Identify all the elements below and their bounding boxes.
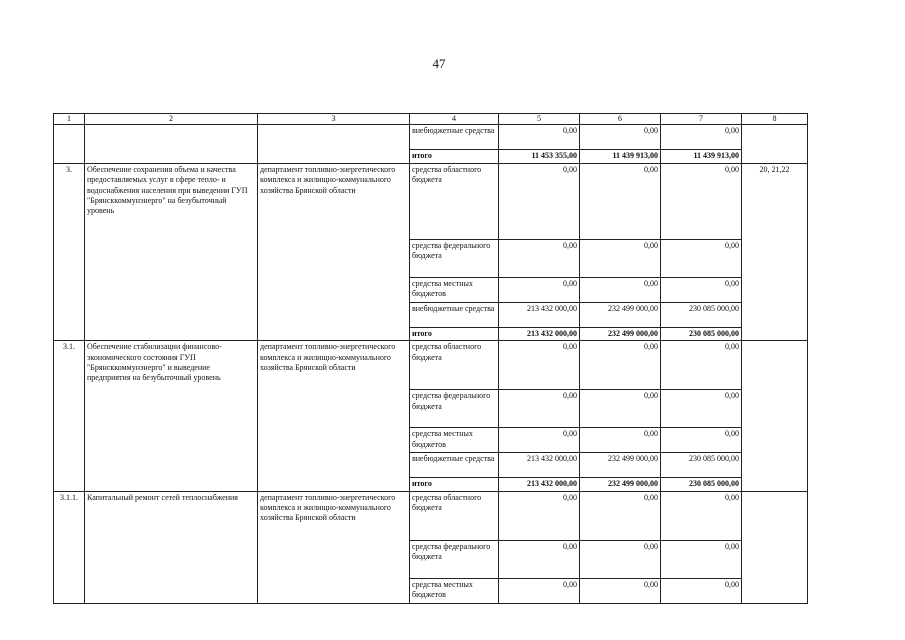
- value-cell: 0,00: [499, 428, 580, 453]
- value-cell: 0,00: [499, 163, 580, 239]
- value-cell: 0,00: [580, 390, 661, 428]
- value-cell: 230 085 000,00: [661, 453, 742, 478]
- value-cell: 0,00: [580, 578, 661, 603]
- value-cell: 0,00: [580, 428, 661, 453]
- cell-empty: [54, 125, 85, 163]
- executor: департамент топливно-энергетического комплекса и жилищно-коммунального хозяйства Брянской области: [258, 341, 410, 491]
- total-value: 230 085 000,00: [661, 327, 742, 340]
- row-number: 3.: [54, 163, 85, 340]
- header-row: [54, 114, 808, 125]
- total-value: 230 085 000,00: [661, 478, 742, 491]
- value-cell: 0,00: [580, 277, 661, 302]
- funding-source: средства федерального бюджета: [410, 239, 499, 277]
- funding-source: средства местных бюджетов: [410, 277, 499, 302]
- value-cell: 0,00: [661, 428, 742, 453]
- value-cell: 0,00: [580, 341, 661, 390]
- total-value: 232 499 000,00: [580, 478, 661, 491]
- total-value: 213 432 000,00: [499, 327, 580, 340]
- funding-source: итого: [410, 478, 499, 491]
- value-cell: 0,00: [661, 578, 742, 603]
- cell-empty: [258, 125, 410, 163]
- value-cell: 0,00: [661, 540, 742, 578]
- value-cell: 0,00: [661, 125, 742, 150]
- total-value: 11 439 913,00: [580, 150, 661, 163]
- header-col-2: 2: [85, 114, 258, 125]
- budget-table: [53, 113, 808, 604]
- total-value: 213 432 000,00: [499, 478, 580, 491]
- executor: департамент топливно-энергетического комплекса и жилищно-коммунального хозяйства Брянской области: [258, 491, 410, 603]
- value-cell: 0,00: [499, 540, 580, 578]
- value-cell: 0,00: [661, 390, 742, 428]
- header-col-5: 5: [499, 114, 580, 125]
- row-number: 3.1.: [54, 341, 85, 491]
- funding-source: итого: [410, 327, 499, 340]
- value-cell: 0,00: [499, 125, 580, 150]
- value-cell: 0,00: [661, 341, 742, 390]
- funding-source: средства областного бюджета: [410, 341, 499, 390]
- table-row: [54, 163, 808, 239]
- value-cell: 232 499 000,00: [580, 302, 661, 327]
- value-cell: 0,00: [661, 491, 742, 540]
- header-col-4: 4: [410, 114, 499, 125]
- value-cell: 232 499 000,00: [580, 453, 661, 478]
- value-cell: 0,00: [499, 578, 580, 603]
- indicator-numbers: 20, 21,22: [742, 163, 808, 340]
- value-cell: 0,00: [499, 341, 580, 390]
- funding-source: средства федерального бюджета: [410, 390, 499, 428]
- table-row: [54, 125, 808, 150]
- executor: департамент топливно-энергетического комплекса и жилищно-коммунального хозяйства Брянской области: [258, 163, 410, 340]
- header-col-8: 8: [742, 114, 808, 125]
- cell-empty: [742, 125, 808, 163]
- value-cell: 230 085 000,00: [661, 302, 742, 327]
- table-row: [54, 491, 808, 540]
- cell-empty: [742, 491, 808, 603]
- value-cell: 213 432 000,00: [499, 302, 580, 327]
- funding-source: средства областного бюджета: [410, 491, 499, 540]
- measure-name: Обеспечение стабилизации финансово-экономического состояния ГУП "Брянсккоммунэнерго" и выведение предприятия на безубыточный уровень: [85, 341, 258, 491]
- value-cell: 0,00: [499, 491, 580, 540]
- funding-source: внебюджетные средства: [410, 125, 499, 150]
- value-cell: 0,00: [661, 163, 742, 239]
- table-row: [54, 341, 808, 390]
- row-number: 3.1.1.: [54, 491, 85, 603]
- value-cell: 213 432 000,00: [499, 453, 580, 478]
- total-value: 232 499 000,00: [580, 327, 661, 340]
- funding-source: средства местных бюджетов: [410, 578, 499, 603]
- total-value: 11 439 913,00: [661, 150, 742, 163]
- cell-empty: [85, 125, 258, 163]
- measure-name: Обеспечение сохранения объема и качества предоставляемых услуг в сфере тепло- и водоснабжения населения при выведении ГУП "Брянсккоммунэнерго" на безубыточный уровень: [85, 163, 258, 340]
- funding-source: внебюджетные средства: [410, 453, 499, 478]
- value-cell: 0,00: [499, 390, 580, 428]
- value-cell: 0,00: [580, 125, 661, 150]
- value-cell: 0,00: [661, 239, 742, 277]
- value-cell: 0,00: [580, 540, 661, 578]
- funding-source: итого: [410, 150, 499, 163]
- header-col-1: 1: [54, 114, 85, 125]
- value-cell: 0,00: [580, 163, 661, 239]
- value-cell: 0,00: [499, 277, 580, 302]
- cell-empty: [742, 341, 808, 491]
- value-cell: 0,00: [580, 239, 661, 277]
- total-value: 11 453 355,00: [499, 150, 580, 163]
- header-col-6: 6: [580, 114, 661, 125]
- value-cell: 0,00: [580, 491, 661, 540]
- funding-source: средства федерального бюджета: [410, 540, 499, 578]
- value-cell: 0,00: [499, 239, 580, 277]
- header-col-3: 3: [258, 114, 410, 125]
- value-cell: 0,00: [661, 277, 742, 302]
- funding-source: средства областного бюджета: [410, 163, 499, 239]
- header-col-7: 7: [661, 114, 742, 125]
- page-number: 47: [432, 56, 446, 71]
- funding-source: средства местных бюджетов: [410, 428, 499, 453]
- measure-name: Капитальный ремонт сетей теплоснабжения: [85, 491, 258, 603]
- funding-source: внебюджетные средства: [410, 302, 499, 327]
